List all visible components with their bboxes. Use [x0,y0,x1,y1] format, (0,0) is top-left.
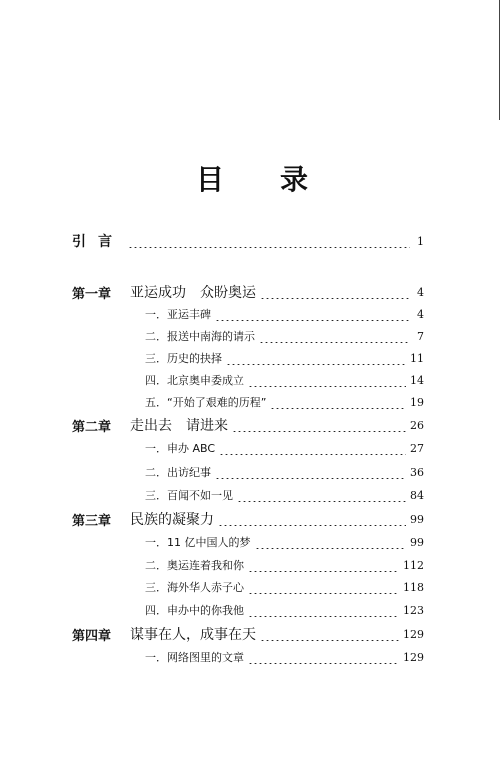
dot-leader [260,285,410,299]
dot-leader [248,373,406,387]
toc-section[interactable] [145,484,424,506]
toc-section[interactable] [145,461,424,483]
toc-section[interactable] [145,599,424,621]
dot-leader [248,558,399,572]
toc-entry-intro[interactable] [72,230,424,252]
toc-page-number: 99 [410,512,424,526]
toc-page-number: 129 [403,627,424,641]
toc-chapter-2[interactable] [72,414,424,436]
toc-page-number: 4 [417,307,424,321]
toc-page-number: 36 [410,465,424,479]
toc-page-number: 118 [403,580,424,594]
toc-page-number: 99 [410,535,424,549]
dot-leader [219,441,406,455]
toc-page-number: 19 [410,395,424,409]
toc-section[interactable] [145,437,424,459]
toc-chapter-4[interactable] [72,623,424,645]
dot-leader [232,418,406,432]
chapter-title: 走出去 请进来 [130,418,228,434]
toc-section[interactable] [145,531,424,553]
toc-page-number: 112 [403,558,424,572]
dot-leader [270,395,406,409]
title-char-2: 录 [280,163,309,196]
toc-page-number: 26 [410,418,424,432]
dot-leader [237,488,406,502]
chapter-title: 谋事在人，成事在天 [130,627,256,643]
dot-leader [215,307,410,321]
dot-leader [248,650,399,664]
section-title: 二．报送中南海的请示 [145,330,255,343]
toc-page-number: 27 [410,441,424,455]
section-title: 三．百闻不如一见 [145,489,233,502]
dot-leader [248,580,399,594]
section-title: 二．奥运连着我和你 [145,559,244,572]
section-title: 一．11 亿中国人的梦 [145,536,251,549]
dot-leader [226,351,406,365]
dot-leader [255,535,407,549]
section-title: 四．北京奥申委成立 [145,374,244,387]
dot-leader [128,234,410,248]
toc-section[interactable] [145,646,424,668]
toc-chapter-3[interactable] [72,508,424,530]
toc-section[interactable] [145,347,424,369]
chapter-number: 第三章 [72,513,112,529]
page-title [0,158,504,198]
section-title: 四．申办中的你我他 [145,604,244,617]
dot-leader [248,603,399,617]
toc-section[interactable] [145,554,424,576]
chapter-title: 民族的凝聚力 [130,512,214,528]
dot-leader [218,512,406,526]
chapter-title: 亚运成功 众盼奥运 [130,285,256,301]
section-title: 一．网络图里的文章 [145,651,244,664]
toc-section[interactable] [145,325,424,347]
chapter-number: 第四章 [72,628,112,644]
dot-leader [260,627,399,641]
toc-page-number: 129 [403,650,424,664]
section-title: 五．“开始了艰难的历程” [145,396,267,409]
section-title: 二．出访纪事 [145,466,211,479]
toc-entry-title: 引言 [72,234,124,250]
chapter-number: 第一章 [72,286,112,302]
toc-page-number: 84 [410,488,424,502]
toc-page-number: 123 [403,603,424,617]
title-char-1: 目 [195,163,224,196]
toc-chapter-1[interactable] [72,281,424,303]
section-title: 三．海外华人赤子心 [145,581,244,594]
toc-section[interactable] [145,369,424,391]
toc-section[interactable] [145,576,424,598]
toc-page-number: 4 [417,285,424,299]
section-title: 三．历史的抉择 [145,352,222,365]
section-title: 一．亚运丰碑 [145,308,211,321]
page-edge-line [499,0,500,120]
toc-page-number: 14 [410,373,424,387]
dot-leader [215,465,406,479]
toc-page-number: 11 [410,351,424,365]
toc-page-number: 7 [417,329,424,343]
dot-leader [259,329,410,343]
chapter-number: 第二章 [72,419,112,435]
toc-section[interactable] [145,391,424,413]
section-title: 一．申办 ABC [145,442,216,455]
toc-page-number: 1 [417,234,424,248]
toc-section[interactable] [145,303,424,325]
